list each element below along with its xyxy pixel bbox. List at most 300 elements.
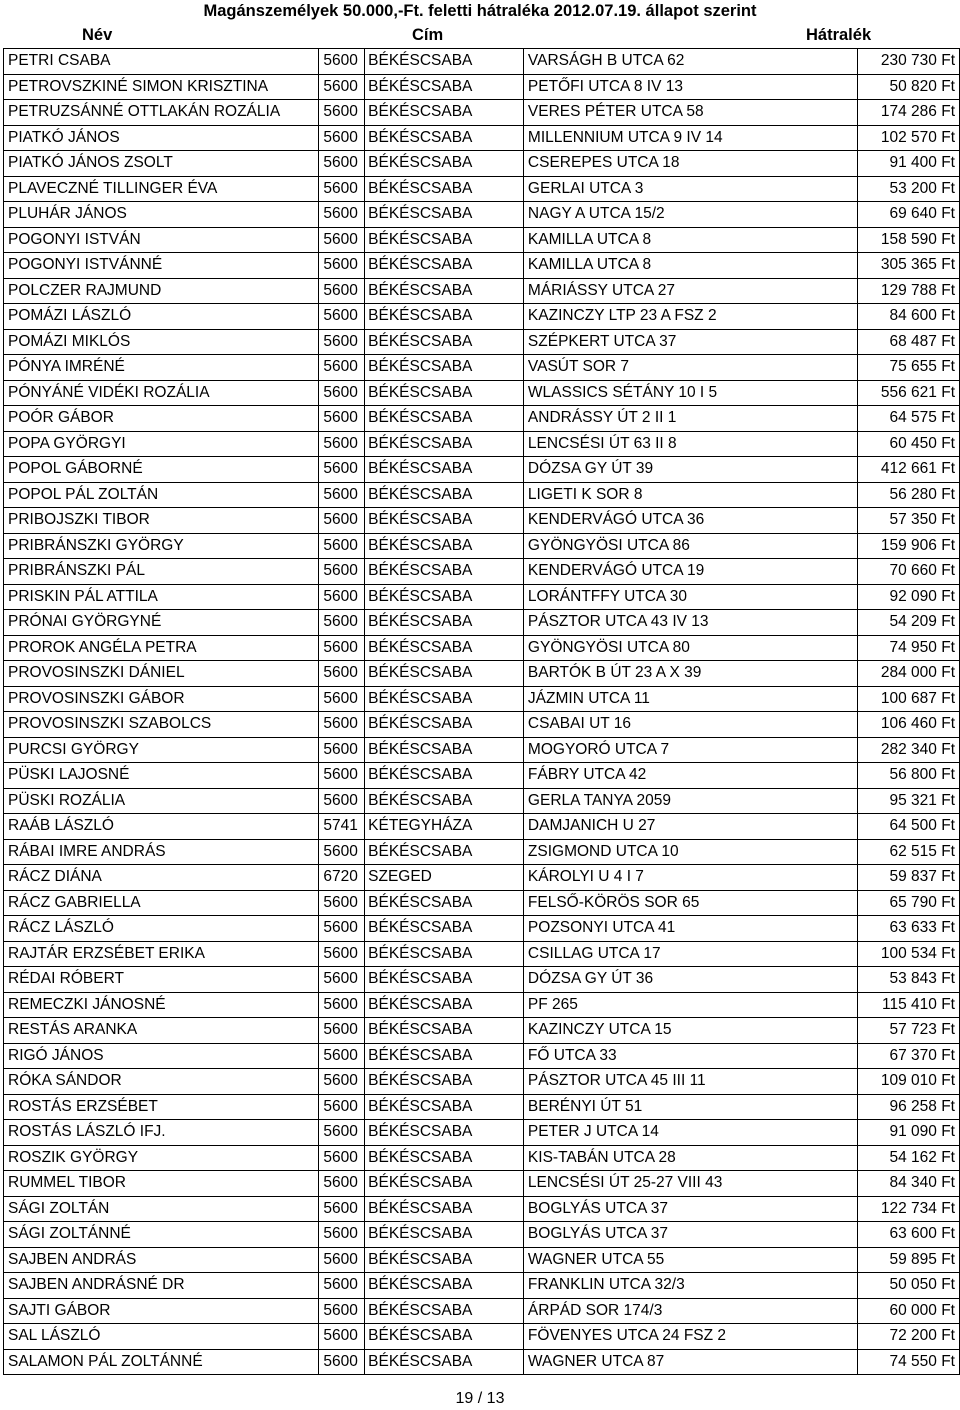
postal-code-cell: 5600 <box>319 457 365 483</box>
postal-code-cell: 5600 <box>319 1043 365 1069</box>
street-address-cell: FÁBRY UTCA 42 <box>523 763 857 789</box>
debtor-name-cell: POPOL GÁBORNÉ <box>4 457 319 483</box>
postal-code-cell: 5600 <box>319 839 365 865</box>
city-cell: BÉKÉSCSABA <box>365 1094 524 1120</box>
debt-amount-cell: 115 410 Ft <box>857 992 959 1018</box>
city-cell: BÉKÉSCSABA <box>365 1324 524 1350</box>
city-cell: BÉKÉSCSABA <box>365 967 524 993</box>
debtor-name-cell: RÉDAI RÓBERT <box>4 967 319 993</box>
debtor-name-cell: PRIBRÁNSZKI GYÖRGY <box>4 533 319 559</box>
postal-code-cell: 5600 <box>319 355 365 381</box>
debtor-name-cell: RAJTÁR ERZSÉBET ERIKA <box>4 941 319 967</box>
city-cell: BÉKÉSCSABA <box>365 712 524 738</box>
city-cell: BÉKÉSCSABA <box>365 1196 524 1222</box>
postal-code-cell: 5600 <box>319 151 365 177</box>
postal-code-cell: 5600 <box>319 278 365 304</box>
street-address-cell: JÁZMIN UTCA 11 <box>523 686 857 712</box>
street-address-cell: CSABAI UT 16 <box>523 712 857 738</box>
debt-amount-cell: 106 460 Ft <box>857 712 959 738</box>
debt-amount-cell: 63 600 Ft <box>857 1222 959 1248</box>
debtor-name-cell: PLAVECZNÉ TILLINGER ÉVA <box>4 176 319 202</box>
street-address-cell: KIS-TABÁN UTCA 28 <box>523 1145 857 1171</box>
debtor-name-cell: PÜSKI LAJOSNÉ <box>4 763 319 789</box>
postal-code-cell: 5741 <box>319 814 365 840</box>
debtor-name-cell: POMÁZI LÁSZLÓ <box>4 304 319 330</box>
postal-code-cell: 5600 <box>319 74 365 100</box>
table-row <box>4 1298 960 1324</box>
street-address-cell: LIGETI K SOR 8 <box>523 482 857 508</box>
table-row <box>4 1171 960 1197</box>
debtor-name-cell: PIATKÓ JÁNOS <box>4 125 319 151</box>
table-row <box>4 661 960 687</box>
city-cell: BÉKÉSCSABA <box>365 1018 524 1044</box>
debt-amount-cell: 59 895 Ft <box>857 1247 959 1273</box>
table-row <box>4 380 960 406</box>
debt-amount-cell: 70 660 Ft <box>857 559 959 585</box>
debtor-name-cell: ROSTÁS ERZSÉBET <box>4 1094 319 1120</box>
street-address-cell: GYÖNGYÖSI UTCA 80 <box>523 635 857 661</box>
debt-amount-cell: 50 050 Ft <box>857 1273 959 1299</box>
debt-amount-cell: 64 575 Ft <box>857 406 959 432</box>
debtor-name-cell: PROVOSINSZKI DÁNIEL <box>4 661 319 687</box>
table-row <box>4 1247 960 1273</box>
table-row <box>4 406 960 432</box>
debtor-name-cell: PETRI CSABA <box>4 49 319 75</box>
street-address-cell: POZSONYI UTCA 41 <box>523 916 857 942</box>
postal-code-cell: 5600 <box>319 406 365 432</box>
table-row <box>4 1120 960 1146</box>
city-cell: BÉKÉSCSABA <box>365 737 524 763</box>
table-row <box>4 712 960 738</box>
debtor-name-cell: PETROVSZKINÉ SIMON KRISZTINA <box>4 74 319 100</box>
postal-code-cell: 5600 <box>319 584 365 610</box>
debt-amount-cell: 84 600 Ft <box>857 304 959 330</box>
street-address-cell: VERES PÉTER UTCA 58 <box>523 100 857 126</box>
debtor-name-cell: RAÁB LÁSZLÓ <box>4 814 319 840</box>
city-cell: BÉKÉSCSABA <box>365 1273 524 1299</box>
postal-code-cell: 5600 <box>319 967 365 993</box>
postal-code-cell: 5600 <box>319 610 365 636</box>
postal-code-cell: 5600 <box>319 380 365 406</box>
table-row <box>4 916 960 942</box>
column-header-name: Név <box>82 26 113 44</box>
street-address-cell: ÁRPÁD SOR 174/3 <box>523 1298 857 1324</box>
table-row <box>4 559 960 585</box>
debt-amount-cell: 230 730 Ft <box>857 49 959 75</box>
city-cell: BÉKÉSCSABA <box>365 1298 524 1324</box>
postal-code-cell: 5600 <box>319 890 365 916</box>
postal-code-cell: 5600 <box>319 176 365 202</box>
street-address-cell: VASÚT SOR 7 <box>523 355 857 381</box>
table-row <box>4 1349 960 1375</box>
table-row <box>4 967 960 993</box>
debt-amount-cell: 57 723 Ft <box>857 1018 959 1044</box>
street-address-cell: BERÉNYI ÚT 51 <box>523 1094 857 1120</box>
debt-amount-cell: 54 162 Ft <box>857 1145 959 1171</box>
postal-code-cell: 5600 <box>319 253 365 279</box>
postal-code-cell: 5600 <box>319 1324 365 1350</box>
column-header-debt: Hátralék <box>806 26 872 44</box>
postal-code-cell: 5600 <box>319 508 365 534</box>
debtor-name-cell: PÓNYÁNÉ VIDÉKI ROZÁLIA <box>4 380 319 406</box>
debtor-name-cell: PROROK ANGÉLA PETRA <box>4 635 319 661</box>
debt-amount-cell: 305 365 Ft <box>857 253 959 279</box>
city-cell: BÉKÉSCSABA <box>365 176 524 202</box>
street-address-cell: VARSÁGH B UTCA 62 <box>523 49 857 75</box>
table-row <box>4 635 960 661</box>
table-row <box>4 533 960 559</box>
debtor-name-cell: RIGÓ JÁNOS <box>4 1043 319 1069</box>
street-address-cell: PF 265 <box>523 992 857 1018</box>
debt-amount-cell: 158 590 Ft <box>857 227 959 253</box>
street-address-cell: FELSŐ-KÖRÖS SOR 65 <box>523 890 857 916</box>
street-address-cell: MOGYORÓ UTCA 7 <box>523 737 857 763</box>
street-address-cell: ZSIGMOND UTCA 10 <box>523 839 857 865</box>
table-row <box>4 1324 960 1350</box>
city-cell: BÉKÉSCSABA <box>365 661 524 687</box>
postal-code-cell: 5600 <box>319 431 365 457</box>
debtor-name-cell: RÁCZ DIÁNA <box>4 865 319 891</box>
postal-code-cell: 5600 <box>319 100 365 126</box>
debtor-name-cell: RESTÁS ARANKA <box>4 1018 319 1044</box>
table-row <box>4 253 960 279</box>
city-cell: BÉKÉSCSABA <box>365 125 524 151</box>
table-row <box>4 482 960 508</box>
debtor-name-cell: REMECZKI JÁNOSNÉ <box>4 992 319 1018</box>
debtor-name-cell: POGONYI ISTVÁNNÉ <box>4 253 319 279</box>
debt-amount-cell: 72 200 Ft <box>857 1324 959 1350</box>
debt-amount-cell: 282 340 Ft <box>857 737 959 763</box>
postal-code-cell: 5600 <box>319 763 365 789</box>
debt-amount-cell: 91 400 Ft <box>857 151 959 177</box>
street-address-cell: KENDERVÁGÓ UTCA 36 <box>523 508 857 534</box>
city-cell: BÉKÉSCSABA <box>365 610 524 636</box>
debtor-name-cell: SAJBEN ANDRÁS <box>4 1247 319 1273</box>
debtor-name-cell: PRÓNAI GYÖRGYNÉ <box>4 610 319 636</box>
street-address-cell: KAMILLA UTCA 8 <box>523 253 857 279</box>
city-cell: BÉKÉSCSABA <box>365 355 524 381</box>
city-cell: BÉKÉSCSABA <box>365 482 524 508</box>
debtor-name-cell: RUMMEL TIBOR <box>4 1171 319 1197</box>
city-cell: BÉKÉSCSABA <box>365 1171 524 1197</box>
debt-amount-cell: 92 090 Ft <box>857 584 959 610</box>
city-cell: BÉKÉSCSABA <box>365 1120 524 1146</box>
debtor-name-cell: ROSZIK GYÖRGY <box>4 1145 319 1171</box>
table-row <box>4 508 960 534</box>
city-cell: BÉKÉSCSABA <box>365 74 524 100</box>
postal-code-cell: 5600 <box>319 533 365 559</box>
city-cell: KÉTEGYHÁZA <box>365 814 524 840</box>
city-cell: BÉKÉSCSABA <box>365 1349 524 1375</box>
city-cell: BÉKÉSCSABA <box>365 49 524 75</box>
street-address-cell: DAMJANICH U 27 <box>523 814 857 840</box>
city-cell: BÉKÉSCSABA <box>365 788 524 814</box>
debtor-table-body <box>4 49 960 1375</box>
debtor-name-cell: PÜSKI ROZÁLIA <box>4 788 319 814</box>
street-address-cell: LENCSÉSI ÚT 25-27 VIII 43 <box>523 1171 857 1197</box>
table-row <box>4 1018 960 1044</box>
table-row <box>4 49 960 75</box>
debtor-name-cell: SALAMON PÁL ZOLTÁNNÉ <box>4 1349 319 1375</box>
debt-amount-cell: 56 280 Ft <box>857 482 959 508</box>
debtor-name-cell: PROVOSINSZKI GÁBOR <box>4 686 319 712</box>
city-cell: BÉKÉSCSABA <box>365 584 524 610</box>
city-cell: BÉKÉSCSABA <box>365 151 524 177</box>
table-row <box>4 890 960 916</box>
postal-code-cell: 5600 <box>319 1349 365 1375</box>
city-cell: BÉKÉSCSABA <box>365 202 524 228</box>
debtor-name-cell: PLUHÁR JÁNOS <box>4 202 319 228</box>
postal-code-cell: 5600 <box>319 304 365 330</box>
debt-amount-cell: 63 633 Ft <box>857 916 959 942</box>
city-cell: BÉKÉSCSABA <box>365 457 524 483</box>
street-address-cell: KAZINCZY LTP 23 A FSZ 2 <box>523 304 857 330</box>
street-address-cell: GYÖNGYÖSI UTCA 86 <box>523 533 857 559</box>
street-address-cell: KAMILLA UTCA 8 <box>523 227 857 253</box>
postal-code-cell: 5600 <box>319 1069 365 1095</box>
debtor-name-cell: SAJBEN ANDRÁSNÉ DR <box>4 1273 319 1299</box>
city-cell: BÉKÉSCSABA <box>365 635 524 661</box>
postal-code-cell: 5600 <box>319 1222 365 1248</box>
debtor-name-cell: SAL LÁSZLÓ <box>4 1324 319 1350</box>
city-cell: BÉKÉSCSABA <box>365 227 524 253</box>
debt-amount-cell: 60 450 Ft <box>857 431 959 457</box>
debt-amount-cell: 62 515 Ft <box>857 839 959 865</box>
postal-code-cell: 5600 <box>319 227 365 253</box>
city-cell: BÉKÉSCSABA <box>365 839 524 865</box>
street-address-cell: PETŐFI UTCA 8 IV 13 <box>523 74 857 100</box>
postal-code-cell: 5600 <box>319 941 365 967</box>
city-cell: BÉKÉSCSABA <box>365 916 524 942</box>
debtor-name-cell: PRIBOJSZKI TIBOR <box>4 508 319 534</box>
document-title: Magánszemélyek 50.000,-Ft. feletti hátraléka 2012.07.19. állapot szerint <box>203 2 757 20</box>
debtor-name-cell: SAJTI GÁBOR <box>4 1298 319 1324</box>
table-row <box>4 839 960 865</box>
column-header-address: Cím <box>412 26 444 44</box>
postal-code-cell: 6720 <box>319 865 365 891</box>
debt-amount-cell: 100 534 Ft <box>857 941 959 967</box>
city-cell: BÉKÉSCSABA <box>365 890 524 916</box>
postal-code-cell: 5600 <box>319 1120 365 1146</box>
street-address-cell: KÁROLYI U 4 I 7 <box>523 865 857 891</box>
postal-code-cell: 5600 <box>319 686 365 712</box>
table-row <box>4 610 960 636</box>
table-row <box>4 941 960 967</box>
postal-code-cell: 5600 <box>319 916 365 942</box>
debt-amount-cell: 284 000 Ft <box>857 661 959 687</box>
table-row <box>4 1196 960 1222</box>
debt-amount-cell: 556 621 Ft <box>857 380 959 406</box>
table-row <box>4 431 960 457</box>
street-address-cell: DÓZSA GY ÚT 36 <box>523 967 857 993</box>
debt-amount-cell: 74 550 Ft <box>857 1349 959 1375</box>
postal-code-cell: 5600 <box>319 125 365 151</box>
street-address-cell: WAGNER UTCA 55 <box>523 1247 857 1273</box>
debtor-name-cell: RÁCZ LÁSZLÓ <box>4 916 319 942</box>
postal-code-cell: 5600 <box>319 992 365 1018</box>
debtor-name-cell: ROSTÁS LÁSZLÓ IFJ. <box>4 1120 319 1146</box>
debtor-name-cell: RÁCZ GABRIELLA <box>4 890 319 916</box>
debtor-name-cell: PURCSI GYÖRGY <box>4 737 319 763</box>
debtor-name-cell: POPOL PÁL ZOLTÁN <box>4 482 319 508</box>
postal-code-cell: 5600 <box>319 1196 365 1222</box>
postal-code-cell: 5600 <box>319 788 365 814</box>
street-address-cell: CSEREPES UTCA 18 <box>523 151 857 177</box>
city-cell: BÉKÉSCSABA <box>365 431 524 457</box>
table-row <box>4 457 960 483</box>
postal-code-cell: 5600 <box>319 49 365 75</box>
debt-amount-cell: 64 500 Ft <box>857 814 959 840</box>
debtor-name-cell: PRISKIN PÁL ATTILA <box>4 584 319 610</box>
table-row <box>4 227 960 253</box>
street-address-cell: SZÉPKERT UTCA 37 <box>523 329 857 355</box>
debt-amount-cell: 53 843 Ft <box>857 967 959 993</box>
city-cell: BÉKÉSCSABA <box>365 1145 524 1171</box>
debt-amount-cell: 60 000 Ft <box>857 1298 959 1324</box>
debt-amount-cell: 59 837 Ft <box>857 865 959 891</box>
debtor-name-cell: POMÁZI MIKLÓS <box>4 329 319 355</box>
table-row <box>4 865 960 891</box>
debtor-name-cell: POÓR GÁBOR <box>4 406 319 432</box>
table-row <box>4 1222 960 1248</box>
postal-code-cell: 5600 <box>319 1018 365 1044</box>
debt-amount-cell: 412 661 Ft <box>857 457 959 483</box>
postal-code-cell: 5600 <box>319 712 365 738</box>
table-row <box>4 176 960 202</box>
street-address-cell: KAZINCZY UTCA 15 <box>523 1018 857 1044</box>
debtor-name-cell: POLCZER RAJMUND <box>4 278 319 304</box>
table-row <box>4 1043 960 1069</box>
table-row <box>4 584 960 610</box>
street-address-cell: GERLAI UTCA 3 <box>523 176 857 202</box>
debt-amount-cell: 174 286 Ft <box>857 100 959 126</box>
table-row <box>4 1094 960 1120</box>
table-row <box>4 788 960 814</box>
debt-amount-cell: 54 209 Ft <box>857 610 959 636</box>
debt-amount-cell: 56 800 Ft <box>857 763 959 789</box>
street-address-cell: WAGNER UTCA 87 <box>523 1349 857 1375</box>
debt-amount-cell: 109 010 Ft <box>857 1069 959 1095</box>
table-row <box>4 125 960 151</box>
table-row <box>4 355 960 381</box>
street-address-cell: PÁSZTOR UTCA 43 IV 13 <box>523 610 857 636</box>
table-row <box>4 74 960 100</box>
table-row <box>4 1273 960 1299</box>
table-row <box>4 763 960 789</box>
table-row <box>4 737 960 763</box>
street-address-cell: FŐ UTCA 33 <box>523 1043 857 1069</box>
postal-code-cell: 5600 <box>319 1171 365 1197</box>
postal-code-cell: 5600 <box>319 737 365 763</box>
debtor-name-cell: PRIBRÁNSZKI PÁL <box>4 559 319 585</box>
table-row <box>4 329 960 355</box>
street-address-cell: BOGLYÁS UTCA 37 <box>523 1196 857 1222</box>
street-address-cell: MILLENNIUM UTCA 9 IV 14 <box>523 125 857 151</box>
street-address-cell: FRANKLIN UTCA 32/3 <box>523 1273 857 1299</box>
street-address-cell: WLASSICS SÉTÁNY 10 I 5 <box>523 380 857 406</box>
city-cell: BÉKÉSCSABA <box>365 380 524 406</box>
street-address-cell: PETER J UTCA 14 <box>523 1120 857 1146</box>
debt-amount-cell: 159 906 Ft <box>857 533 959 559</box>
postal-code-cell: 5600 <box>319 1094 365 1120</box>
debtor-name-cell: POGONYI ISTVÁN <box>4 227 319 253</box>
debt-amount-cell: 68 487 Ft <box>857 329 959 355</box>
debt-amount-cell: 100 687 Ft <box>857 686 959 712</box>
table-row <box>4 1069 960 1095</box>
debt-amount-cell: 74 950 Ft <box>857 635 959 661</box>
city-cell: BÉKÉSCSABA <box>365 763 524 789</box>
debtor-name-cell: RÁBAI IMRE ANDRÁS <box>4 839 319 865</box>
table-row <box>4 151 960 177</box>
debt-amount-cell: 129 788 Ft <box>857 278 959 304</box>
debt-amount-cell: 65 790 Ft <box>857 890 959 916</box>
city-cell: BÉKÉSCSABA <box>365 559 524 585</box>
debtor-name-cell: PÓNYA IMRÉNÉ <box>4 355 319 381</box>
city-cell: BÉKÉSCSABA <box>365 406 524 432</box>
postal-code-cell: 5600 <box>319 635 365 661</box>
street-address-cell: BOGLYÁS UTCA 37 <box>523 1222 857 1248</box>
city-cell: BÉKÉSCSABA <box>365 100 524 126</box>
table-row <box>4 202 960 228</box>
table-row <box>4 100 960 126</box>
postal-code-cell: 5600 <box>319 1145 365 1171</box>
table-row <box>4 686 960 712</box>
street-address-cell: KENDERVÁGÓ UTCA 19 <box>523 559 857 585</box>
debt-amount-cell: 67 370 Ft <box>857 1043 959 1069</box>
debtor-name-cell: RÓKA SÁNDOR <box>4 1069 319 1095</box>
table-row <box>4 278 960 304</box>
postal-code-cell: 5600 <box>319 482 365 508</box>
debtor-name-cell: SÁGI ZOLTÁN <box>4 1196 319 1222</box>
city-cell: BÉKÉSCSABA <box>365 992 524 1018</box>
city-cell: BÉKÉSCSABA <box>365 304 524 330</box>
street-address-cell: LORÁNTFFY UTCA 30 <box>523 584 857 610</box>
street-address-cell: MÁRIÁSSY UTCA 27 <box>523 278 857 304</box>
postal-code-cell: 5600 <box>319 329 365 355</box>
street-address-cell: NAGY A UTCA 15/2 <box>523 202 857 228</box>
postal-code-cell: 5600 <box>319 661 365 687</box>
city-cell: BÉKÉSCSABA <box>365 508 524 534</box>
city-cell: BÉKÉSCSABA <box>365 1222 524 1248</box>
street-address-cell: LENCSÉSI ÚT 63 II 8 <box>523 431 857 457</box>
table-row <box>4 1145 960 1171</box>
postal-code-cell: 5600 <box>319 1273 365 1299</box>
debtor-table <box>3 48 960 1375</box>
debt-amount-cell: 69 640 Ft <box>857 202 959 228</box>
debt-amount-cell: 95 321 Ft <box>857 788 959 814</box>
debt-amount-cell: 75 655 Ft <box>857 355 959 381</box>
city-cell: BÉKÉSCSABA <box>365 1069 524 1095</box>
page-number: 19 / 13 <box>455 1390 505 1407</box>
street-address-cell: DÓZSA GY ÚT 39 <box>523 457 857 483</box>
city-cell: BÉKÉSCSABA <box>365 278 524 304</box>
street-address-cell: CSILLAG UTCA 17 <box>523 941 857 967</box>
postal-code-cell: 5600 <box>319 1247 365 1273</box>
debt-amount-cell: 91 090 Ft <box>857 1120 959 1146</box>
debt-amount-cell: 84 340 Ft <box>857 1171 959 1197</box>
table-row <box>4 304 960 330</box>
street-address-cell: BARTÓK B ÚT 23 A X 39 <box>523 661 857 687</box>
city-cell: BÉKÉSCSABA <box>365 1043 524 1069</box>
city-cell: BÉKÉSCSABA <box>365 941 524 967</box>
table-row <box>4 992 960 1018</box>
debtor-name-cell: PIATKÓ JÁNOS ZSOLT <box>4 151 319 177</box>
postal-code-cell: 5600 <box>319 559 365 585</box>
city-cell: BÉKÉSCSABA <box>365 329 524 355</box>
debt-amount-cell: 102 570 Ft <box>857 125 959 151</box>
debtor-name-cell: PROVOSINSZKI SZABOLCS <box>4 712 319 738</box>
street-address-cell: PÁSZTOR UTCA 45 III 11 <box>523 1069 857 1095</box>
